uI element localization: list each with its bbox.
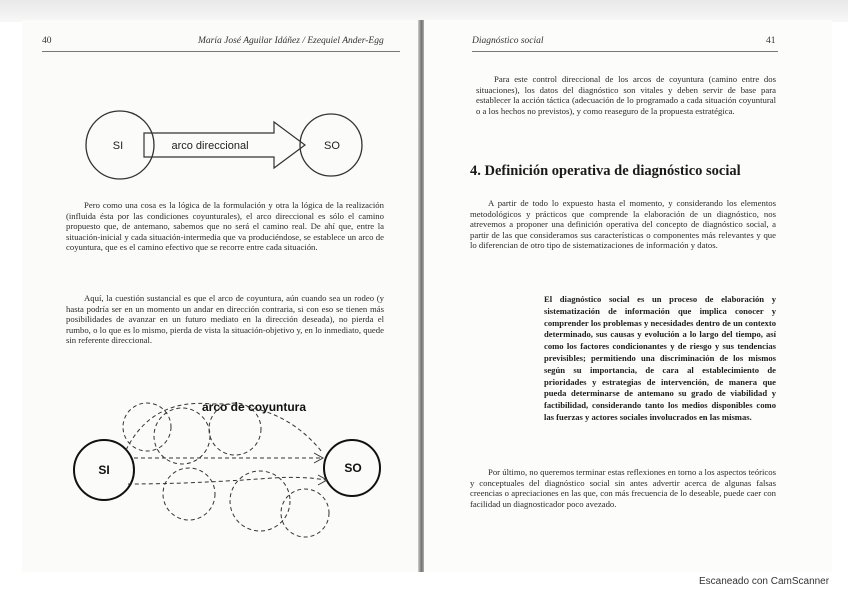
intermediate-circle-2: [154, 408, 210, 464]
right-running-head: Diagnóstico social: [472, 36, 544, 46]
so-label: SO: [324, 140, 340, 152]
right-paragraph-2: A partir de todo lo expuesto hasta el momento, y considerando los elementos metodológicos y prácticos que comprende la elaboración de un diagnóstico, nos atrevemos a proponer una definición operativa del concepto de diagnóstico social, a partir de las que consideramos sus características o componentes más relevantes y que lo diferencian de otro tipo de sistematizaciones de información y datos.: [470, 198, 776, 251]
scan-top-shadow: [0, 0, 848, 22]
arco-coyuntura-diagram: [22, 380, 420, 560]
left-header-rule: [42, 51, 400, 52]
left-page: [22, 20, 420, 572]
so-label-2: SO: [344, 461, 362, 475]
arrow-label: arco direccional: [171, 140, 249, 152]
intermediate-circle-5: [230, 471, 290, 531]
left-paragraph-1: Pero como una cosa es la lógica de la formulación y otra la lógica de la realización (influida ésta por las condiciones coyunturales), el arco direccional es sólo el camino propuesto que, de antemano, sabemos que no será el camino real. De ahí que, entre la situación-inicial y cada situación-intermedia que va produciéndose, se establece un arco de coyuntura, que es el camino efectivo que se recorre entre cada situación.: [66, 200, 384, 253]
intermediate-circle-4: [163, 468, 215, 520]
right-page: [424, 20, 832, 572]
dashed-paths: [126, 403, 326, 484]
left-paragraph-2: Aquí, la cuestión sustancial es que el arco de coyuntura, aún cuando sea un rodeo (y hasta podría ser en un momento un andar en dirección contraria, si con eso se tienen más posibilidades de avanzar en un futuro mediato en la dirección deseada), no pierda el rumbo, o lo que es lo mismo, pierda de vista la situación-objetivo y, en lo inmediato, quede sin referente direccional.: [66, 293, 384, 346]
definition-block: El diagnóstico social es un proceso de elaboración y sistematización de información que implica conocer y comprender los problemas y necesidades dentro de un contexto determinado, sus causas y evolución a lo largo del tiempo, así como los factores condicionantes y de riesgo y sus tendencias previsibles; permitiendo una discriminación de los mismos según su importancia, de cara al establecimiento de prioridades y estrategias de intervención, de manera que pueda determinarse de antemano su grado de viabilidad y factibilidad, considerando tanto los medios disponibles como las fuerzas y actores sociales involucrados en las mismas.: [544, 294, 776, 422]
right-page-number: 41: [766, 36, 776, 46]
si-label: SI: [112, 140, 124, 152]
dashed-path-lower: [128, 477, 326, 484]
intermediate-circles: [123, 403, 329, 537]
left-running-head: María José Aguilar Idáñez / Ezequiel Ander-Egg: [198, 36, 384, 46]
right-paragraph-3: Por último, no queremos terminar estas reflexiones en torno a los aspectos teóricos y conceptuales del diagnóstico social sin antes advertir acerca de algunas falsas creencias o apreciaciones en las que, con más frecuencia de lo deseable, puede caer con facilidad un diagnosticador poco avezado.: [470, 467, 776, 509]
arco-direccional-diagram: [22, 96, 420, 186]
right-paragraph-1: Para este control direccional de los arcos de coyuntura (camino entre dos situaciones), los datos del diagnóstico son vitales y deben servir de base para establecer la acción táctica (adecuación de lo programado a cada situación coyuntural o a los hechos no previstos), y como reaseguro de la propuesta estratégica.: [476, 74, 776, 116]
left-page-number: 40: [42, 36, 52, 46]
camscanner-watermark: Escaneado con CamScanner: [699, 576, 830, 587]
si-label-2: SI: [98, 463, 110, 477]
intermediate-circle-1: [123, 403, 171, 451]
right-header-rule: [472, 51, 778, 52]
intermediate-circle-6: [281, 489, 329, 537]
section-title: 4. Definición operativa de diagnóstico social: [470, 163, 741, 179]
arco-coyuntura-title: arco de coyuntura: [202, 400, 307, 414]
